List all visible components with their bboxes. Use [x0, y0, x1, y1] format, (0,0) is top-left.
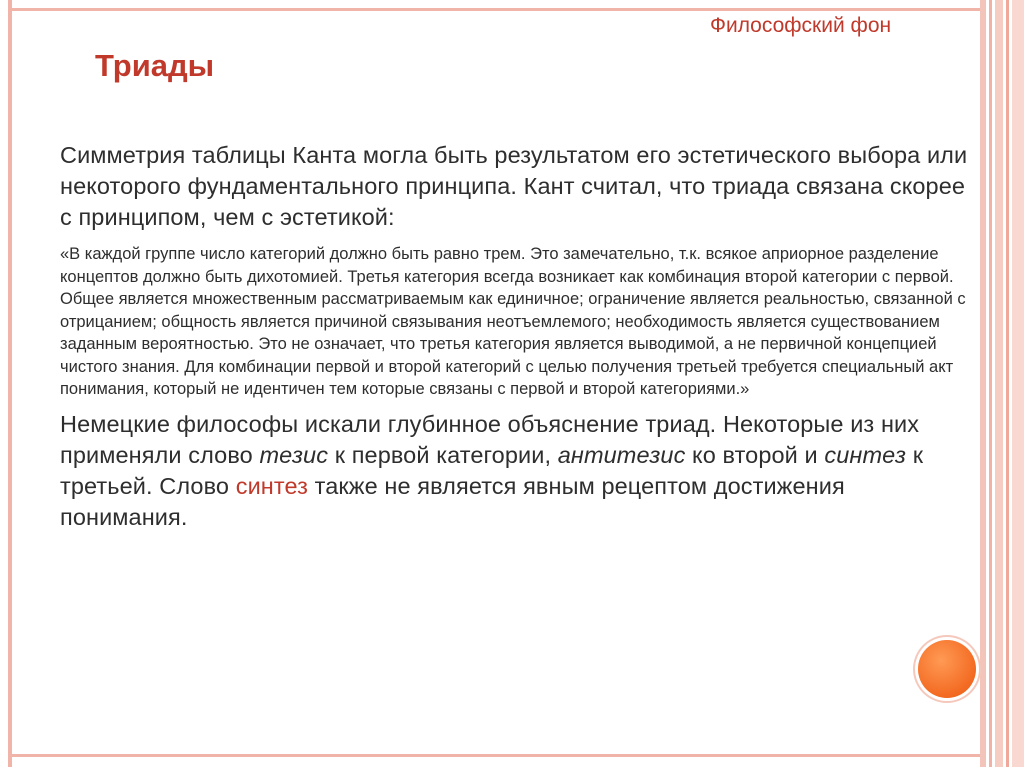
right-stripe-3 [995, 0, 1003, 767]
slide-title: Триады [95, 48, 215, 83]
slide-content [60, 140, 975, 533]
term-synthesis-highlight: синтез [235, 472, 309, 499]
conclusion-text-4: к третьей. Слово [60, 441, 924, 499]
conclusion-text-3: ко второй и [685, 441, 825, 468]
frame-bottom-border [8, 754, 982, 757]
conclusion-paragraph [60, 409, 975, 533]
conclusion-text-2: к первой категории, [328, 441, 558, 468]
right-stripe-2 [989, 0, 992, 767]
term-thesis: тезис [259, 441, 329, 468]
right-stripe-4 [1006, 0, 1009, 767]
kant-quote: «В каждой группе число категорий должно быть равно трем. Это замечательно, т.к. всякое априорное разделение концептов должно быть дихотомией. Третья категория всегда возникает как комбинация второй категории с первой. Общее является множественным рассматриваемым как единичное; ограничение является реальностью, связанной с отрицанием; общность является причиной связывания неотъемлемого; необходимость является существованием заданным вероятностью. Это не означает, что третья категория является выводимой, а не первичной концепцией чистого знания. Для комбинации первой и второй категорий с целью получения третьей требуется специальный акт понимания, который не идентичен тем которые связаны с первой и второй категориями.» [60, 245, 966, 398]
decorative-orange-circle [918, 640, 976, 698]
intro-paragraph: Симметрия таблицы Канта могла быть результатом его эстетического выбора или некоторого фундаментального принципа. Кант считал, что триада связана скорее с принципом, чем с эстетикой: [60, 142, 968, 230]
term-antithesis: антитезис [557, 441, 686, 468]
conclusion-text-1: Немецкие философы искали глубинное объяснение триад. Некоторые из них применяли слово [60, 410, 920, 468]
frame-left-border [8, 0, 12, 767]
right-stripe-1 [980, 0, 986, 767]
term-synthesis: синтез [824, 441, 907, 468]
section-label: Философский фон [710, 14, 892, 37]
frame-top-border [8, 8, 982, 11]
right-stripe-5 [1012, 0, 1024, 767]
conclusion-text-5: также не является явным рецептом достижения понимания. [60, 472, 845, 530]
